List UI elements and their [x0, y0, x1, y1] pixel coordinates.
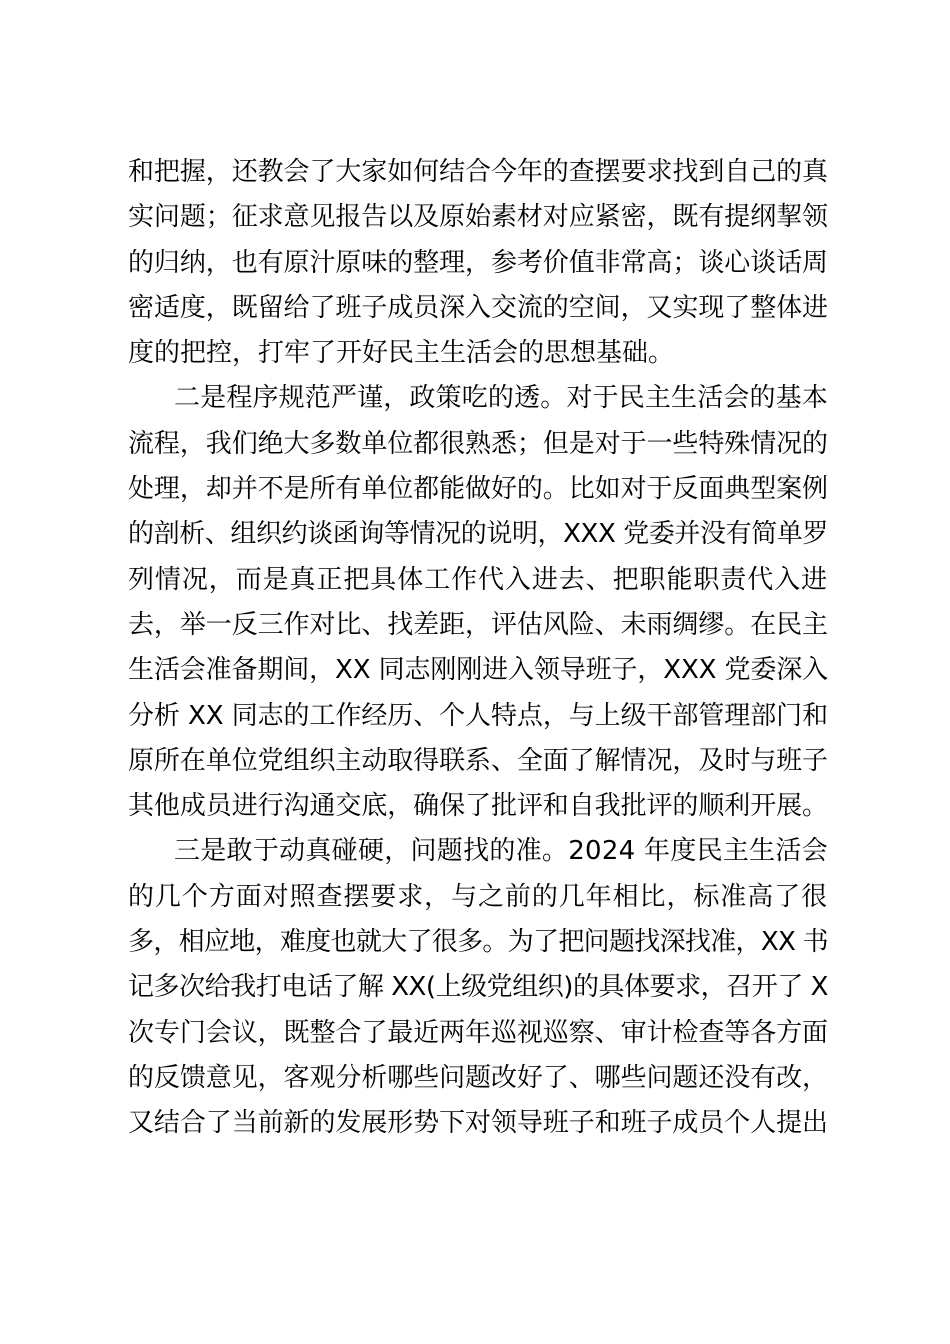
text-line: 其他成员进行沟通交底，确保了批评和自我批评的顺利开展。: [128, 791, 828, 822]
text-line: 记多次给我打电话了解 XX(上级党组织)的具体要求，召开了 X: [128, 972, 828, 1003]
text-line: 的几个方面对照查摆要求，与之前的几年相比，标准高了很: [128, 881, 828, 912]
text-line: 的剖析、组织约谈函询等情况的说明，XXX 党委并没有简单罗: [128, 519, 828, 550]
text-line: 的反馈意见，客观分析哪些问题改好了、哪些问题还没有改，: [128, 1062, 828, 1093]
text-line: 流程，我们绝大多数单位都很熟悉；但是对于一些特殊情况的: [128, 428, 828, 459]
text-line: 次专门会议，既整合了最近两年巡视巡察、审计检查等各方面: [128, 1017, 828, 1048]
text-line: 原所在单位党组织主动取得联系、全面了解情况，及时与班子: [128, 745, 828, 776]
text-line: 列情况，而是真正把具体工作代入进去、把职能职责代入进: [128, 564, 828, 595]
text-line: 的归纳，也有原汁原味的整理，参考价值非常高；谈心谈话周: [128, 247, 828, 278]
text-line: 度的把控，打牢了开好民主生活会的思想基础。: [128, 338, 675, 369]
body-text: [128, 150, 828, 1147]
text-line: 三是敢于动真碰硬，问题找的准。2024 年度民主生活会: [174, 836, 828, 867]
text-line: 生活会准备期间，XX 同志刚刚进入领导班子，XXX 党委深入: [128, 655, 828, 686]
text-line: 分析 XX 同志的工作经历、个人特点，与上级干部管理部门和: [128, 700, 828, 731]
text-line: 密适度，既留给了班子成员深入交流的空间，又实现了整体进: [128, 292, 828, 323]
text-line: 去，举一反三作对比、找差距，评估风险、未雨绸缪。在民主: [128, 609, 828, 640]
text-line: 多，相应地，难度也就大了很多。为了把问题找深找准，XX 书: [128, 927, 828, 958]
text-line: 实问题；征求意见报告以及原始素材对应紧密，既有提纲挈领: [128, 202, 828, 233]
text-line: 和把握，还教会了大家如何结合今年的查摆要求找到自己的真: [128, 157, 828, 187]
text-line: 处理，却并不是所有单位都能做好的。比如对于反面典型案例: [128, 474, 828, 505]
text-line: 二是程序规范严谨，政策吃的透。对于民主生活会的基本: [174, 383, 828, 414]
text-line: 又结合了当前新的发展形势下对领导班子和班子成员个人提出: [128, 1108, 828, 1139]
